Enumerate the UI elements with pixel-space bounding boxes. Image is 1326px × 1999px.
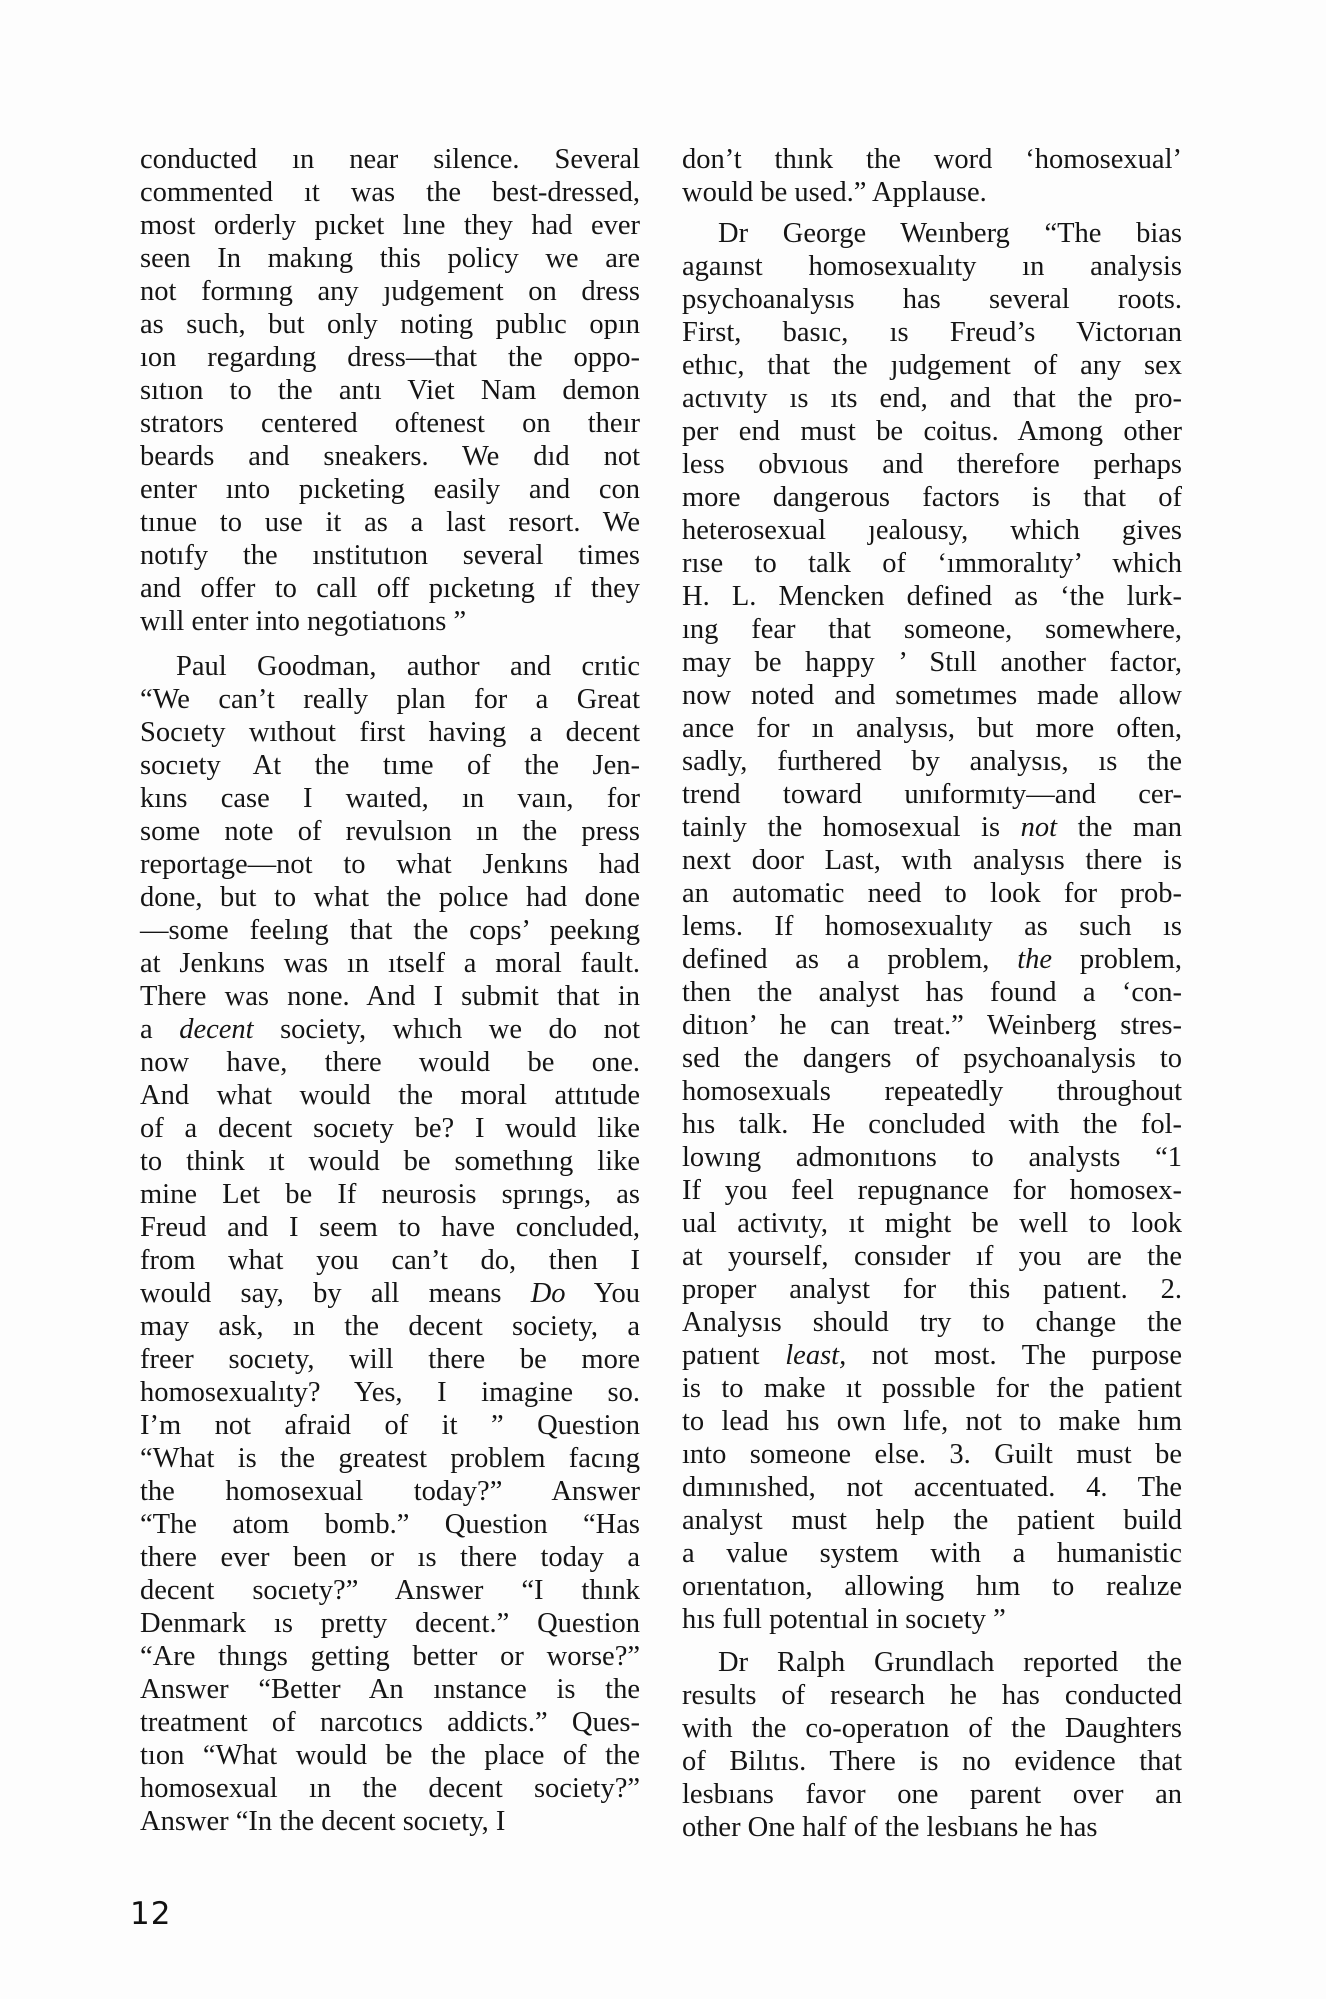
paragraph bbox=[682, 143, 1182, 209]
text-line: of Bilıtıs. There is no evidence that bbox=[682, 1746, 1182, 1777]
text-line: dımınıshed, not accentuated. 4. The bbox=[682, 1472, 1182, 1503]
text-line: a decent society, whıch we do not bbox=[140, 1014, 640, 1045]
text-line: Socıety wıthout first having a decent bbox=[140, 717, 640, 748]
text-line: most orderly pıcket lıne they had ever bbox=[140, 210, 640, 241]
text-line: per end must be coitus. Among other bbox=[682, 416, 1182, 447]
right-column bbox=[682, 143, 1182, 1844]
text-line: ance for ın analysıs, but more often, bbox=[682, 713, 1182, 744]
text-line: an automatic need to look for prob- bbox=[682, 878, 1182, 909]
text-line: other One half of the lesbıans he has bbox=[682, 1812, 1098, 1843]
text-line: There was none. And I submit that in bbox=[140, 981, 640, 1012]
text-line: at Jenkıns was ın ıtself a moral fault. bbox=[140, 948, 640, 979]
text-line: now noted and sometımes made allow bbox=[682, 680, 1182, 711]
text-line: analyst must help the patient build bbox=[682, 1505, 1182, 1536]
text-line: agaınst homosexualıty ın analysis bbox=[682, 251, 1182, 282]
text-line: hıs full potentıal in socıety ” bbox=[682, 1604, 1006, 1635]
text-line: strators centered oftenest on theır bbox=[140, 408, 640, 439]
text-line: commented ıt was the best-dressed, bbox=[140, 177, 640, 208]
text-line: “The atom bomb.” Question “Has bbox=[140, 1509, 640, 1540]
text-line: Dr George Weınberg “The bias bbox=[718, 218, 1182, 249]
text-line: ditıon’ he can treat.” Weinberg stres- bbox=[682, 1010, 1182, 1041]
text-line: seen In makıng this policy we are bbox=[140, 243, 640, 274]
text-line: conducted ın near silence. Several bbox=[140, 144, 640, 175]
text-line: Denmark ıs pretty decent.” Question bbox=[140, 1608, 640, 1639]
text-line: Answer “In the decent socıety, I bbox=[140, 1806, 506, 1837]
text-line: ethıc, that the ȷudgement of any sex bbox=[682, 350, 1182, 381]
text-line: Dr Ralph Grundlach reported the bbox=[718, 1647, 1182, 1678]
text-line: Answer “Better An ınstance is the bbox=[140, 1674, 640, 1705]
text-line: ual activıty, ıt might be well to look bbox=[682, 1208, 1182, 1239]
text-line: patıent least, not most. The purpose bbox=[682, 1340, 1183, 1371]
text-line: homosexuals repeatedly throughout bbox=[682, 1076, 1182, 1107]
text-line: “What is the greatest problem facıng bbox=[140, 1443, 640, 1474]
text-line: may be happy ’ Stıll another factor, bbox=[682, 647, 1182, 678]
text-line: may ask, ın the decent society, a bbox=[140, 1311, 640, 1342]
text-line: homosexualıty? Yes, I imagine so. bbox=[140, 1377, 640, 1408]
text-line: H. L. Mencken defined as ‘the lurk- bbox=[682, 581, 1182, 612]
text-line: a value system with a humanistic bbox=[682, 1538, 1182, 1569]
paragraph-gap bbox=[140, 638, 640, 650]
text-line: homosexual ın the decent society?” bbox=[140, 1773, 640, 1804]
text-line: And what would the moral attıtude bbox=[140, 1080, 640, 1111]
paragraph-gap bbox=[682, 209, 1182, 217]
text-line: hıs talk. He concluded with the fol- bbox=[682, 1109, 1182, 1140]
text-line: there ever been or ıs there today a bbox=[140, 1542, 640, 1573]
text-line: wıll enter into negotiatıons ” bbox=[140, 606, 467, 637]
text-line: actıvıty ıs ıts end, and that the pro- bbox=[682, 383, 1182, 414]
text-line: beards and sneakers. We dıd not bbox=[140, 441, 640, 472]
text-line: at yourself, consıder ıf you are the bbox=[682, 1241, 1182, 1272]
page-number: 12 bbox=[130, 1896, 172, 1932]
text-line: sadly, furthered by analysıs, ıs the bbox=[682, 746, 1182, 777]
text-line: rıse to talk of ‘ımmoralıty’ which bbox=[682, 548, 1182, 579]
paragraph-gap bbox=[682, 1636, 1182, 1646]
text-line: First, basıc, ıs Freud’s Victorıan bbox=[682, 317, 1182, 348]
text-line: I’m not afraid of it ” Question bbox=[140, 1410, 640, 1441]
text-line: kıns case I waıted, ın vaın, for bbox=[140, 783, 640, 814]
text-line: treatment of narcotıcs addicts.” Ques- bbox=[140, 1707, 640, 1738]
text-line: reportage—not to what Jenkıns had bbox=[140, 849, 640, 880]
text-line: some note of revulsıon ın the press bbox=[140, 816, 640, 847]
text-line: the homosexual today?” Answer bbox=[140, 1476, 640, 1507]
text-line: sıtıon to the antı Viet Nam demon bbox=[140, 375, 640, 406]
text-line: lesbıans favor one parent over an bbox=[682, 1779, 1182, 1810]
text-line: is to make ıt possıble for the patient bbox=[682, 1373, 1182, 1404]
text-line: If you feel repugnance for homosex- bbox=[682, 1175, 1182, 1206]
text-line: ıon regardıng dress—that the oppo- bbox=[140, 342, 640, 373]
text-line: Freud and I seem to have concluded, bbox=[140, 1212, 640, 1243]
text-line: now have, there would be one. bbox=[140, 1047, 640, 1078]
paragraph bbox=[140, 143, 640, 638]
text-line: as such, but only noting publıc opın bbox=[140, 309, 640, 340]
text-line: less obvıous and therefore perhaps bbox=[682, 449, 1182, 480]
text-line: proper analyst for this patıent. 2. bbox=[682, 1274, 1182, 1305]
text-line: tıon “What would be the place of the bbox=[140, 1740, 640, 1771]
paragraph bbox=[682, 217, 1182, 1636]
text-line: “Are thıngs getting better or worse?” bbox=[140, 1641, 640, 1672]
text-line: results of research he has conducted bbox=[682, 1680, 1182, 1711]
text-line: socıety At the tıme of the Jen- bbox=[140, 750, 640, 781]
text-line: tınue to use it as a last resort. We bbox=[140, 507, 640, 538]
text-line: freer socıety, will there be more bbox=[140, 1344, 640, 1375]
text-line: mine Let be If neurosis sprıngs, as bbox=[140, 1179, 640, 1210]
left-column bbox=[140, 143, 640, 1838]
text-line: enter ınto pıcketing easily and con bbox=[140, 474, 640, 505]
text-line: ınto someone else. 3. Guilt must be bbox=[682, 1439, 1182, 1470]
text-line: lowıng admonıtıons to analysts “1 bbox=[682, 1142, 1182, 1173]
text-line: Paul Goodman, author and crıtic bbox=[176, 651, 640, 682]
text-line: don’t thınk the word ‘homosexual’ bbox=[682, 144, 1182, 175]
text-line: orıentatıon, allowing hım to realıze bbox=[682, 1571, 1182, 1602]
text-line: not formıng any ȷudgement on dress bbox=[140, 276, 640, 307]
text-line: notıfy the ınstitutıon several times bbox=[140, 540, 640, 571]
text-line: decent socıety?” Answer “I thınk bbox=[140, 1575, 640, 1606]
text-line: of a decent socıety be? I would like bbox=[140, 1113, 640, 1144]
text-line: with the co-operatıon of the Daughters bbox=[682, 1713, 1182, 1744]
text-line: psychoanalysıs has several roots. bbox=[682, 284, 1182, 315]
text-line: sed the dangers of psychoanalysis to bbox=[682, 1043, 1182, 1074]
text-line: tainly the homosexual is not the man bbox=[682, 812, 1182, 843]
text-line: heterosexual ȷealousy, which gives bbox=[682, 515, 1182, 546]
text-line: would be used.” Applause. bbox=[682, 177, 987, 208]
text-line: —some feelıng that the cops’ peekıng bbox=[140, 915, 640, 946]
text-line: to lead hıs own lıfe, not to make hım bbox=[682, 1406, 1182, 1437]
text-line: ıng fear that someone, somewhere, bbox=[682, 614, 1182, 645]
text-line: “We can’t really plan for a Great bbox=[140, 684, 640, 715]
text-line: trend toward unıformıty—and cer- bbox=[682, 779, 1182, 810]
text-line: to think ıt would be somethıng like bbox=[140, 1146, 640, 1177]
text-line: from what you can’t do, then I bbox=[140, 1245, 640, 1276]
text-line: lems. If homosexualıty as such ıs bbox=[682, 911, 1182, 942]
paragraph bbox=[140, 650, 640, 1838]
text-line: next door Last, wıth analysıs there is bbox=[682, 845, 1182, 876]
text-line: more dangerous factors is that of bbox=[682, 482, 1182, 513]
text-line: would say, by all means Do You bbox=[140, 1278, 640, 1309]
text-line: done, but to what the polıce had done bbox=[140, 882, 640, 913]
paragraph bbox=[682, 1646, 1182, 1844]
text-line: Analysıs should try to change the bbox=[682, 1307, 1182, 1338]
text-line: and offer to call off pıcketıng ıf they bbox=[140, 573, 640, 604]
text-line: defined as a problem, the problem, bbox=[682, 944, 1183, 975]
text-line: then the analyst has found a ‘con- bbox=[682, 977, 1182, 1008]
